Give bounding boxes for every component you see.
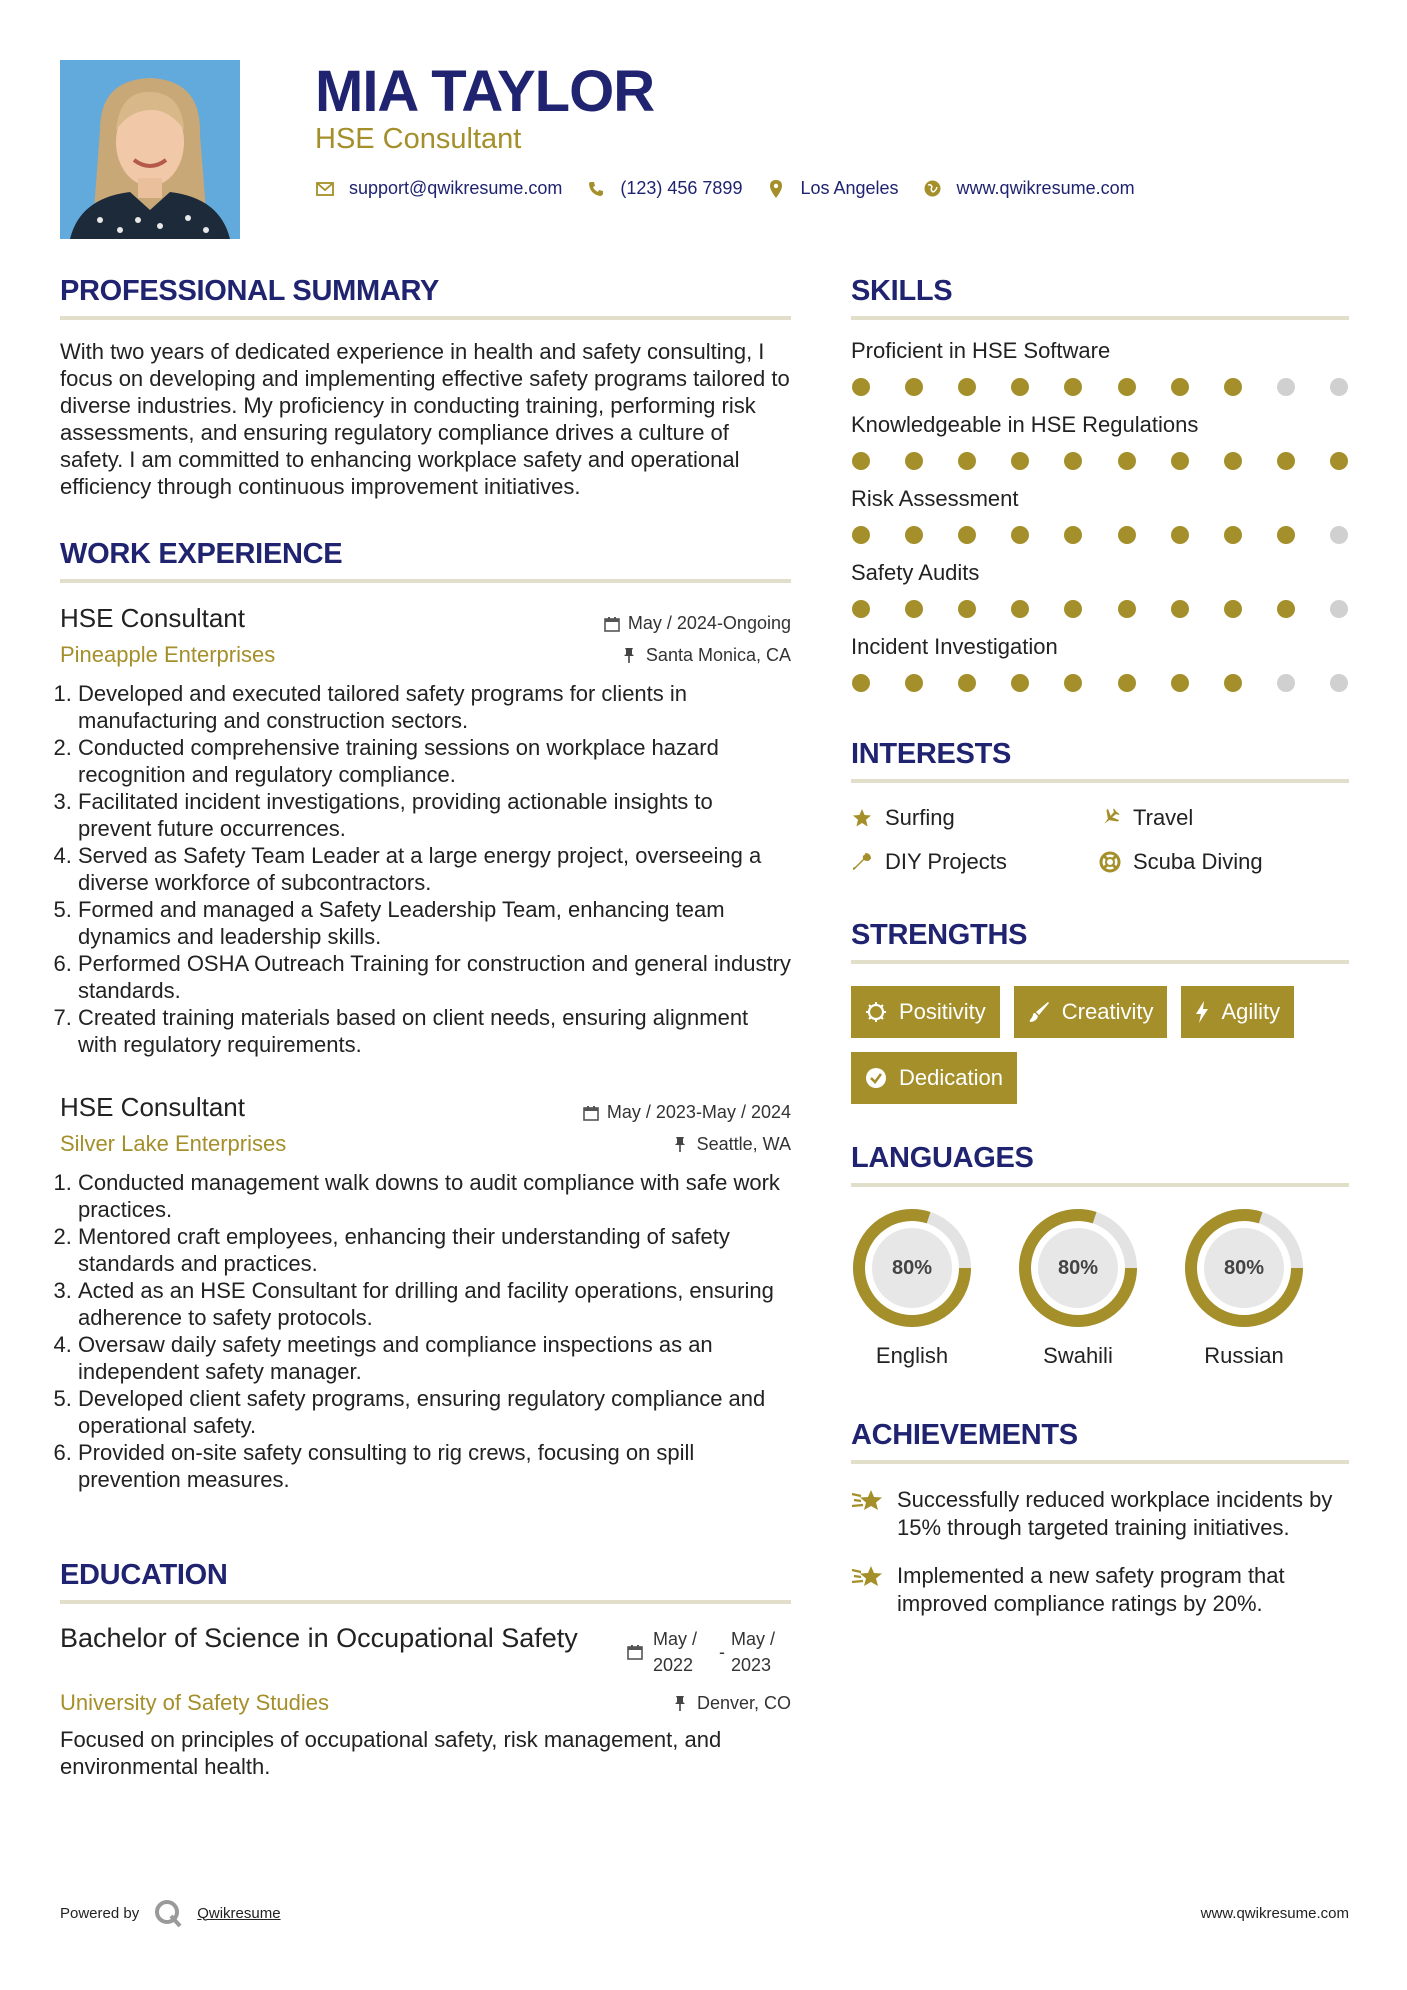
bolt-icon xyxy=(1195,1001,1209,1023)
plane-icon xyxy=(1099,807,1121,829)
rating-dot-filled xyxy=(1011,526,1029,544)
date-dash: - xyxy=(719,1642,725,1662)
language-name: English xyxy=(875,1343,949,1368)
list-item: 1. Conducted management walk downs to audit compliance with safe work practices. xyxy=(78,1169,791,1223)
list-item: 5. Developed client safety programs, ensuring regulatory compliance and operational safety. xyxy=(78,1385,791,1439)
skill-rating xyxy=(851,452,1349,470)
interests-heading: INTERESTS xyxy=(851,738,1349,783)
rating-dot-filled xyxy=(1171,600,1189,618)
rating-dot-filled xyxy=(1064,674,1082,692)
company-name: Silver Lake Enterprises xyxy=(60,1131,287,1156)
rating-dot-empty xyxy=(1330,600,1348,618)
job-date: May / 2023-May / 2024 xyxy=(583,1102,791,1123)
rating-dot-filled xyxy=(1118,378,1136,396)
rating-dot-filled xyxy=(1118,526,1136,544)
rating-dot-filled xyxy=(1171,378,1189,396)
achievement-item: Implemented a new safety program that improved compliance ratings by 20%. xyxy=(851,1562,1349,1618)
strengths-list xyxy=(851,986,1349,1104)
end-month: May / xyxy=(731,1629,776,1649)
pushpin-icon xyxy=(622,647,638,663)
duties-list xyxy=(60,680,791,1058)
rating-dot-filled xyxy=(958,452,976,470)
skill-rating xyxy=(851,674,1349,692)
rating-dot-filled xyxy=(1277,600,1295,618)
list-item: 6. Provided on-site safety consulting to rig crews, focusing on spill prevention measures. xyxy=(78,1439,791,1493)
strength-badge: Agility xyxy=(1181,986,1294,1038)
end-year: 2023 xyxy=(731,1655,772,1675)
rating-dot-filled xyxy=(1330,452,1348,470)
footer-powered-by xyxy=(60,1898,281,1928)
list-item: 2. Conducted comprehensive training sessions on workplace hazard recognition and regulatory compliance. xyxy=(78,734,791,788)
degree-title: Bachelor of Science in Occupational Safety xyxy=(60,1623,578,1653)
website-text: www.qwikresume.com xyxy=(956,178,1135,198)
globe-icon xyxy=(923,179,943,199)
school-location: Denver, CO xyxy=(673,1690,791,1716)
rating-dot-filled xyxy=(958,674,976,692)
summary-heading: PROFESSIONAL SUMMARY xyxy=(60,275,791,320)
rating-dot-filled xyxy=(1064,600,1082,618)
contact-bar xyxy=(315,178,1159,199)
interest-item: DIY Projects xyxy=(851,849,1099,875)
language-item xyxy=(1017,1207,1183,1369)
brush-icon xyxy=(1028,1001,1050,1023)
footer-website[interactable]: www.qwikresume.com xyxy=(1200,1905,1349,1922)
rating-dot-filled xyxy=(1171,452,1189,470)
interests-grid xyxy=(851,805,1349,875)
rating-dot-filled xyxy=(1224,526,1242,544)
list-item: 7. Created training materials based on client needs, ensuring alignment with regulatory requirements. xyxy=(78,1004,791,1058)
strength-badge: Creativity xyxy=(1014,986,1168,1038)
rating-dot-filled xyxy=(905,600,923,618)
job-entry xyxy=(60,603,791,1058)
education-dates xyxy=(627,1626,791,1678)
envelope-icon xyxy=(315,179,335,199)
education-entry xyxy=(60,1622,791,1678)
skill-rating xyxy=(851,600,1349,618)
job-location: Santa Monica, CA xyxy=(622,642,791,668)
languages-list xyxy=(851,1207,1349,1369)
rating-dot-filled xyxy=(852,526,870,544)
rating-dot-filled xyxy=(1118,674,1136,692)
list-item: 2. Mentored craft employees, enhancing their understanding of safety standards and practices. xyxy=(78,1223,791,1277)
strength-badge: Positivity xyxy=(851,986,1000,1038)
rating-dot-empty xyxy=(1277,378,1295,396)
rating-dot-filled xyxy=(1224,674,1242,692)
skill-name: Safety Audits xyxy=(851,560,980,585)
company-name: Pineapple Enterprises xyxy=(60,642,276,667)
skill-item xyxy=(851,560,1349,618)
rating-dot-filled xyxy=(1011,378,1029,396)
job-title: HSE Consultant xyxy=(60,1092,245,1122)
language-percent: 80% xyxy=(1223,1256,1265,1279)
summary-text: With two years of dedicated experience in health and safety consulting, I focus on developing and implementing effective safety programs tailored to diverse industries. My proficiency in conducting training, performing risk assessments, and ensuring regulatory compliance drives a culture of safety. I am committed to enhancing workplace safety and operational efficiency through continuous improvement initiatives. xyxy=(60,339,790,499)
education-heading: EDUCATION xyxy=(60,1559,791,1604)
list-item: 3. Acted as an HSE Consultant for drilling and facility operations, ensuring adherence to safety protocols. xyxy=(78,1277,791,1331)
candidate-name: MIA TAYLOR xyxy=(315,59,655,124)
calendar-icon xyxy=(583,1105,599,1121)
language-item xyxy=(851,1207,1017,1369)
interest-item: Scuba Diving xyxy=(1099,849,1349,875)
powered-by-text: Powered by xyxy=(60,1904,140,1922)
contact-phone[interactable] xyxy=(586,178,742,199)
strengths-heading: STRENGTHS xyxy=(851,919,1349,964)
email-text: support@qwikresume.com xyxy=(349,178,563,198)
rating-dot-filled xyxy=(958,600,976,618)
list-item: 4. Oversaw daily safety meetings and compliance inspections as an independent safety manager. xyxy=(78,1331,791,1385)
job-location: Seattle, WA xyxy=(673,1131,791,1157)
rating-dot-empty xyxy=(1330,674,1348,692)
interest-item: Travel xyxy=(1099,805,1349,831)
rating-dot-filled xyxy=(1011,452,1029,470)
skill-rating xyxy=(851,526,1349,544)
star-icon xyxy=(851,807,873,829)
phone-icon xyxy=(586,179,606,199)
rating-dot-filled xyxy=(852,674,870,692)
qwikresume-link[interactable]: Qwikresume xyxy=(197,1904,281,1922)
skill-item xyxy=(851,486,1349,544)
job-date: May / 2024-Ongoing xyxy=(604,613,791,634)
list-item: 1. Developed and executed tailored safety programs for clients in manufacturing and construction sectors. xyxy=(78,680,791,734)
rating-dot-empty xyxy=(1330,526,1348,544)
contact-website[interactable] xyxy=(923,178,1135,199)
list-item: 6. Performed OSHA Outreach Training for construction and general industry standards. xyxy=(78,950,791,1004)
language-name: Swahili xyxy=(1043,1343,1113,1368)
skill-item xyxy=(851,634,1349,692)
rating-dot-filled xyxy=(905,452,923,470)
rating-dot-filled xyxy=(905,378,923,396)
location-text: Los Angeles xyxy=(800,178,899,198)
pushpin-icon xyxy=(673,1136,689,1152)
candidate-title: HSE Consultant xyxy=(315,123,522,155)
rating-dot-empty xyxy=(1277,674,1295,692)
rating-dot-filled xyxy=(852,452,870,470)
duties-list xyxy=(60,1169,791,1493)
start-year: 2022 xyxy=(653,1655,694,1675)
map-pin-icon xyxy=(766,179,786,199)
language-ring xyxy=(1017,1207,1139,1329)
qwikresume-logo-icon xyxy=(153,1898,183,1928)
skill-name: Risk Assessment xyxy=(851,486,1019,511)
rating-dot-filled xyxy=(1171,526,1189,544)
contact-email[interactable] xyxy=(315,178,562,199)
rating-dot-filled xyxy=(1118,600,1136,618)
profile-photo xyxy=(60,60,240,239)
rating-dot-filled xyxy=(1011,674,1029,692)
calendar-icon xyxy=(604,616,620,632)
pushpin-icon xyxy=(673,1695,689,1711)
wrench-icon xyxy=(851,851,873,873)
rating-dot-filled xyxy=(1224,378,1242,396)
rating-dot-filled xyxy=(1064,526,1082,544)
left-column xyxy=(60,275,791,1780)
rating-dot-filled xyxy=(1118,452,1136,470)
lifebuoy-icon xyxy=(1099,851,1121,873)
shooting-star-icon xyxy=(851,1562,885,1592)
skill-name: Incident Investigation xyxy=(851,634,1058,659)
language-percent: 80% xyxy=(1057,1256,1099,1279)
phone-text: (123) 456 7899 xyxy=(620,178,743,198)
language-ring xyxy=(851,1207,973,1329)
rating-dot-filled xyxy=(958,378,976,396)
right-column xyxy=(851,275,1349,1618)
rating-dot-filled xyxy=(1011,600,1029,618)
rating-dot-filled xyxy=(852,600,870,618)
language-item xyxy=(1183,1207,1349,1369)
rating-dot-filled xyxy=(905,526,923,544)
list-item: 4. Served as Safety Team Leader at a large energy project, overseeing a diverse workforce of subcontractors. xyxy=(78,842,791,896)
languages-heading: LANGUAGES xyxy=(851,1142,1349,1187)
education-description: Focused on principles of occupational safety, risk management, and environmental health. xyxy=(60,1727,722,1779)
skill-name: Proficient in HSE Software xyxy=(851,338,1111,363)
interest-item: Surfing xyxy=(851,805,1099,831)
rating-dot-empty xyxy=(1330,378,1348,396)
language-percent: 80% xyxy=(891,1256,933,1279)
skills-list xyxy=(851,338,1349,692)
skill-name: Knowledgeable in HSE Regulations xyxy=(851,412,1199,437)
check-circle-icon xyxy=(865,1067,887,1089)
job-title: HSE Consultant xyxy=(60,603,245,633)
language-name: Russian xyxy=(1204,1343,1284,1368)
list-item: 5. Formed and managed a Safety Leadership Team, enhancing team dynamics and leadership skills. xyxy=(78,896,791,950)
rating-dot-filled xyxy=(1224,452,1242,470)
rating-dot-filled xyxy=(958,526,976,544)
list-item: 3. Facilitated incident investigations, providing actionable insights to prevent future occurrences. xyxy=(78,788,791,842)
language-ring xyxy=(1183,1207,1305,1329)
rating-dot-filled xyxy=(1277,452,1295,470)
rating-dot-filled xyxy=(1171,674,1189,692)
rating-dot-filled xyxy=(905,674,923,692)
skill-item xyxy=(851,412,1349,470)
contact-location xyxy=(766,178,898,199)
strength-badge: Dedication xyxy=(851,1052,1017,1104)
start-month: May / xyxy=(653,1629,698,1649)
rating-dot-filled xyxy=(1064,452,1082,470)
skills-heading: SKILLS xyxy=(851,275,1349,320)
school-name: University of Safety Studies xyxy=(60,1690,330,1715)
calendar-icon xyxy=(627,1644,643,1660)
shooting-star-icon xyxy=(851,1486,885,1516)
rating-dot-filled xyxy=(852,378,870,396)
rating-dot-filled xyxy=(1277,526,1295,544)
skill-item xyxy=(851,338,1349,396)
achievements-heading: ACHIEVEMENTS xyxy=(851,1419,1349,1464)
rating-dot-filled xyxy=(1224,600,1242,618)
skill-rating xyxy=(851,378,1349,396)
work-heading: WORK EXPERIENCE xyxy=(60,538,791,583)
sun-icon xyxy=(865,1001,887,1023)
job-entry xyxy=(60,1092,791,1493)
achievement-item: Successfully reduced workplace incidents by 15% through targeted training initiatives. xyxy=(851,1486,1349,1542)
rating-dot-filled xyxy=(1064,378,1082,396)
